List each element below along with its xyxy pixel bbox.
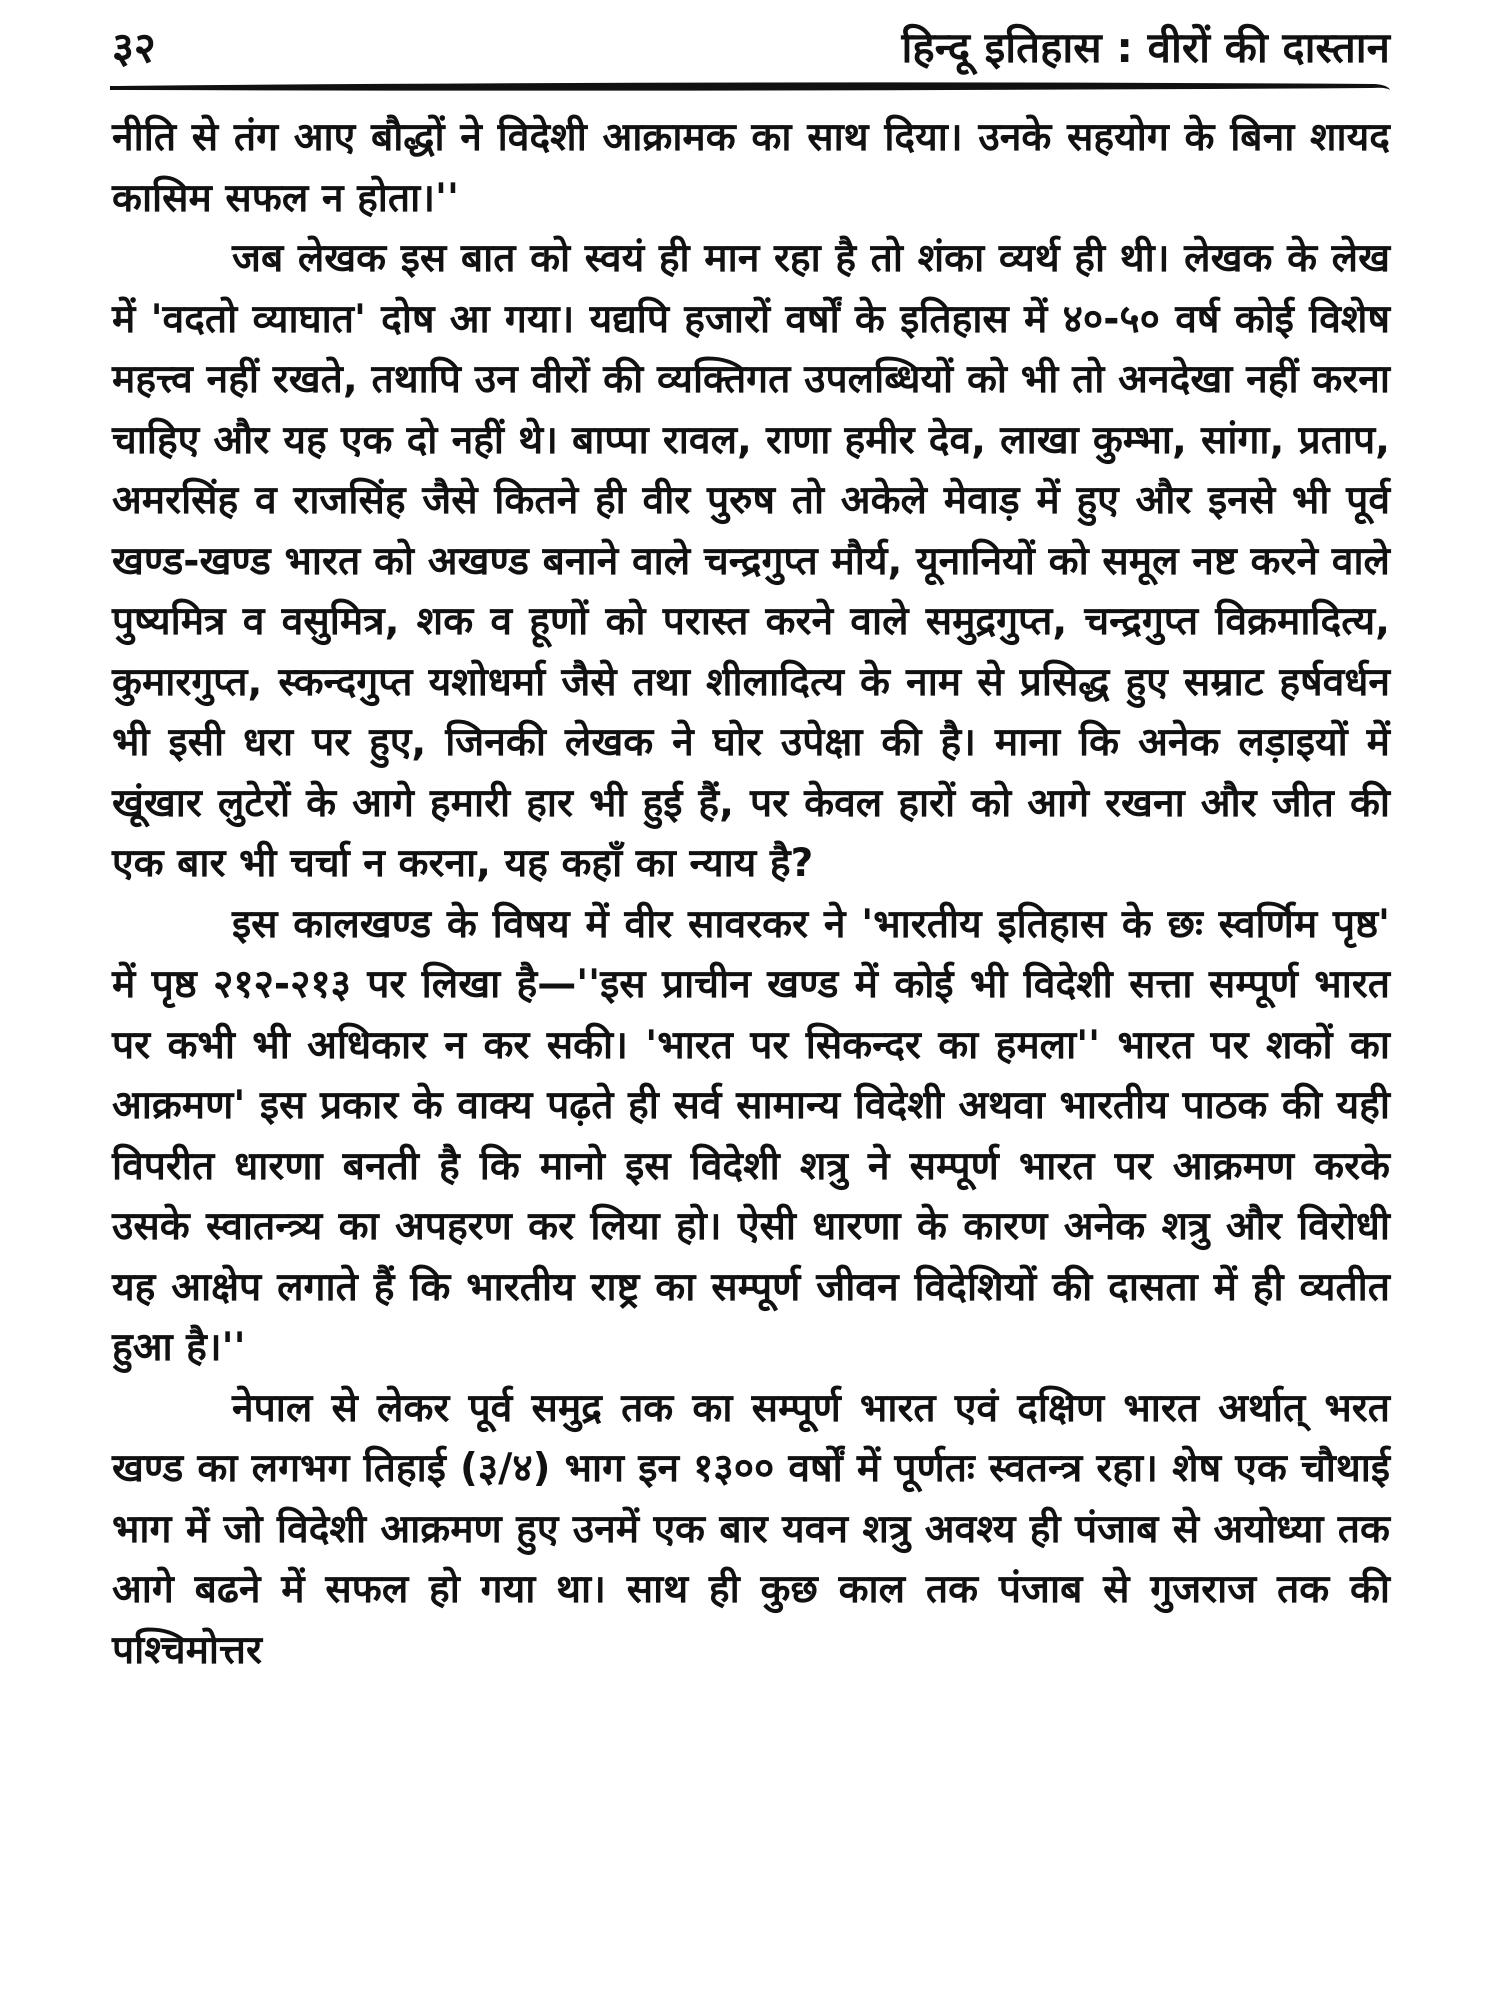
paragraph-continued: नीति से तंग आए बौद्धों ने विदेशी आक्रामक का साथ दिया। उनके सहयोग के बिना शायद कासिम सफल न होता।'' (112, 115, 1390, 221)
running-title: हिन्दू इतिहास : वीरों की दास्तान (901, 23, 1390, 72)
paragraph: इस कालखण्ड के विषय में वीर सावरकर ने 'भारतीय इतिहास के छः स्वर्णिम पृष्ठ' में पृष्ठ २१२-२१३ पर लिखा है—''इस प्राचीन खण्ड में कोई भी विदेशी सत्ता सम्पूर्ण भारत पर कभी भी अधिकार न कर सकी। 'भारत पर सिकन्दर का हमला'' भारत पर शकों का आक्रमण' इस प्रकार के वाक्य पढ़ते ही सर्व सामान्य विदेशी अथवा भारतीय पाठक की यही विपरीत धारणा बनती है कि मानो इस विदेशी शत्रु ने सम्पूर्ण भारत पर आक्रमण करके उसके स्वातन्त्र्य का अपहरण कर लिया हो। ऐसी धारणा के कारण अनेक शत्रु और विरोधी यह आक्षेप लगाते हैं कि भारतीय राष्ट्र का सम्पूर्ण जीवन विदेशियों की दासता में ही व्यतीत हुआ है।'' (112, 901, 1390, 1370)
page-number: ३२ (112, 23, 156, 72)
body-text (112, 108, 1390, 1681)
paragraph: नेपाल से लेकर पूर्व समुद्र तक का सम्पूर्ण भारत एवं दक्षिण भारत अर्थात् भरत खण्ड का लगभग तिहाई (३/४) भाग इन १३०० वर्षों में पूर्णतः स्वतन्त्र रहा। शेष एक चौथाई भाग में जो विदेशी आक्रमण हुए उनमें एक बार यवन शत्रु अवश्य ही पंजाब से अयोध्या तक आगे बढने में सफल हो गया था। साथ ही कुछ काल तक पंजाब से गुजराज तक की पश्चिमोत्तर (112, 1385, 1390, 1673)
paragraph: जब लेखक इस बात को स्वयं ही मान रहा है तो शंका व्यर्थ ही थी। लेखक के लेख में 'वदतो व्याघात' दोष आ गया। यद्यपि हजारों वर्षों के इतिहास में ४०-५० वर्ष कोई विशेष महत्त्व नहीं रखते, तथापि उन वीरों की व्यक्तिगत उपलब्धियों को भी तो अनदेखा नहीं करना चाहिए और यह एक दो नहीं थे। बाप्पा रावल, राणा हमीर देव, लाखा कुम्भा, सांगा, प्रताप, अमरसिंह व राजसिंह जैसे कितने ही वीर पुरुष तो अकेले मेवाड़ में हुए और इनसे भी पूर्व खण्ड-खण्ड भारत को अखण्ड बनाने वाले चन्द्रगुप्त मौर्य, यूनानियों को समूल नष्ट करने वाले पुष्यमित्र व वसुमित्र, शक व हूणों को परास्त करने वाले समुद्रगुप्त, चन्द्रगुप्त विक्रमादित्य, कुमारगुप्त, स्कन्दगुप्त यशोधर्मा जैसे तथा शीलादित्य के नाम से प्रसिद्ध हुए सम्राट हर्षवर्धन भी इसी धरा पर हुए, जिनकी लेखक ने घोर उपेक्षा की है। माना कि अनेक लड़ाइयों में खूंखार लुटेरों के आगे हमारी हार भी हुई हैं, पर केवल हारों को आगे रखना और जीत की एक बार भी चर्चा न करना, यह कहाँ का न्याय है? (112, 236, 1390, 886)
header-divider (110, 78, 1390, 98)
